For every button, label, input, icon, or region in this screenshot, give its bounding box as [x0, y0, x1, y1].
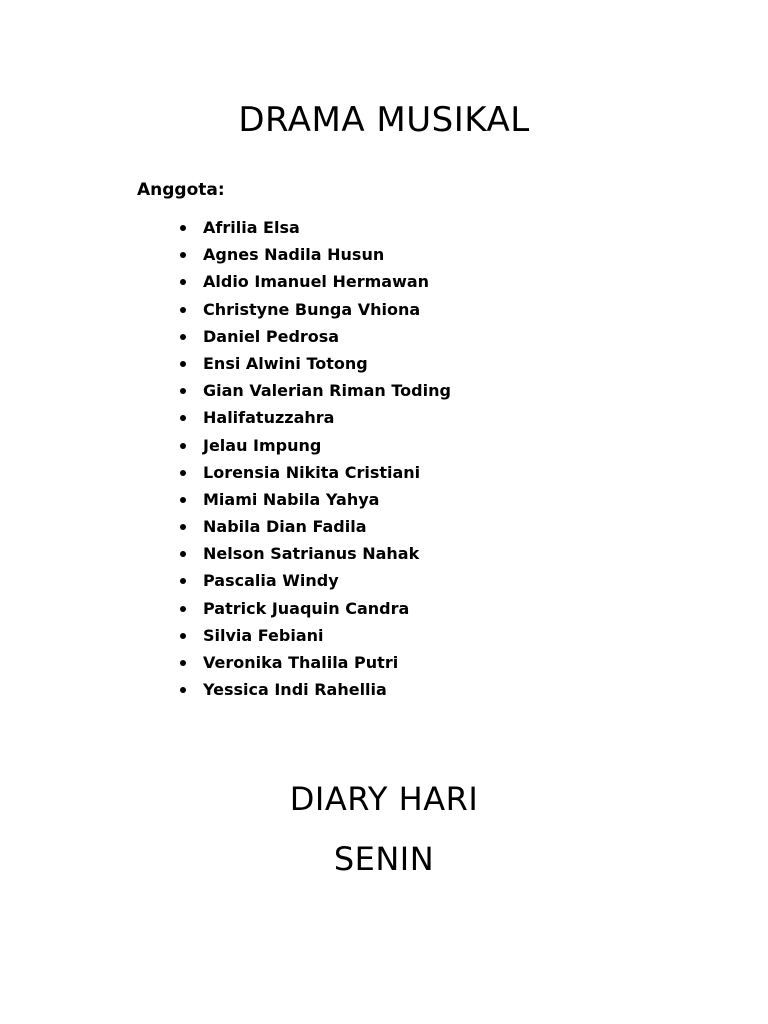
member-name: Afrilia Elsa: [203, 218, 300, 237]
list-item: [0, 486, 451, 513]
list-item: [0, 350, 451, 377]
member-name: Yessica Indi Rahellia: [203, 680, 387, 700]
list-item: [0, 622, 451, 649]
member-name: Daniel Pedrosa: [203, 326, 340, 346]
members-label: Anggota:: [137, 180, 225, 200]
member-name: Jelau Impung: [203, 435, 322, 455]
member-name: Agnes Nadila Husun: [203, 245, 385, 265]
member-name: Veronika Thalila Putri: [203, 653, 399, 672]
list-item: [0, 567, 451, 594]
member-name: Nabila Dian Fadila: [203, 517, 367, 537]
bullet-icon: [180, 497, 186, 503]
diary-heading-line1: DIARY HARI: [289, 780, 479, 818]
member-name: Nelson Satrianus Nahak: [203, 544, 420, 564]
bullet-icon: [180, 307, 186, 313]
bullet-icon: [180, 470, 186, 476]
list-item: [0, 595, 451, 622]
list-item: [0, 513, 451, 540]
list-item: [0, 676, 451, 703]
list-item: [0, 214, 451, 241]
bullet-icon: [180, 443, 186, 449]
bullet-icon: [180, 606, 186, 612]
list-item: [0, 241, 451, 268]
bullet-icon: [180, 633, 186, 639]
diary-heading-line2: SENIN: [333, 840, 435, 878]
bullet-icon: [180, 660, 186, 666]
bullet-icon: [180, 388, 186, 394]
page-title: DRAMA MUSIKAL: [238, 100, 530, 140]
list-item: [0, 404, 451, 431]
member-name: Pascalia Windy: [203, 571, 339, 591]
list-item: [0, 296, 451, 323]
member-name: Gian Valerian Riman Toding: [203, 381, 451, 401]
bullet-icon: [180, 334, 186, 340]
member-name: Patrick Juaquin Candra: [203, 598, 410, 618]
list-item: [0, 649, 451, 676]
bullet-icon: [180, 279, 186, 285]
member-name: Aldio Imanuel Hermawan: [203, 272, 430, 292]
bullet-icon: [180, 578, 186, 584]
member-name: Christyne Bunga Vhiona: [203, 299, 421, 319]
member-list: [0, 214, 451, 703]
list-item: [0, 323, 451, 350]
bullet-icon: [180, 252, 186, 258]
bullet-icon: [180, 524, 186, 530]
list-item: [0, 459, 451, 486]
member-name: Miami Nabila Yahya: [203, 489, 380, 509]
member-name: Ensi Alwini Totong: [203, 353, 368, 373]
list-item: [0, 377, 451, 404]
list-item: [0, 432, 451, 459]
member-name: Silvia Febiani: [203, 625, 324, 645]
member-name: Halifatuzzahra: [203, 408, 335, 428]
list-item: [0, 540, 451, 567]
bullet-icon: [180, 687, 186, 693]
member-name: Lorensia Nikita Cristiani: [203, 462, 421, 482]
bullet-icon: [180, 415, 186, 421]
list-item: [0, 268, 451, 295]
bullet-icon: [180, 361, 186, 367]
bullet-icon: [180, 551, 186, 557]
bullet-icon: [180, 225, 186, 231]
